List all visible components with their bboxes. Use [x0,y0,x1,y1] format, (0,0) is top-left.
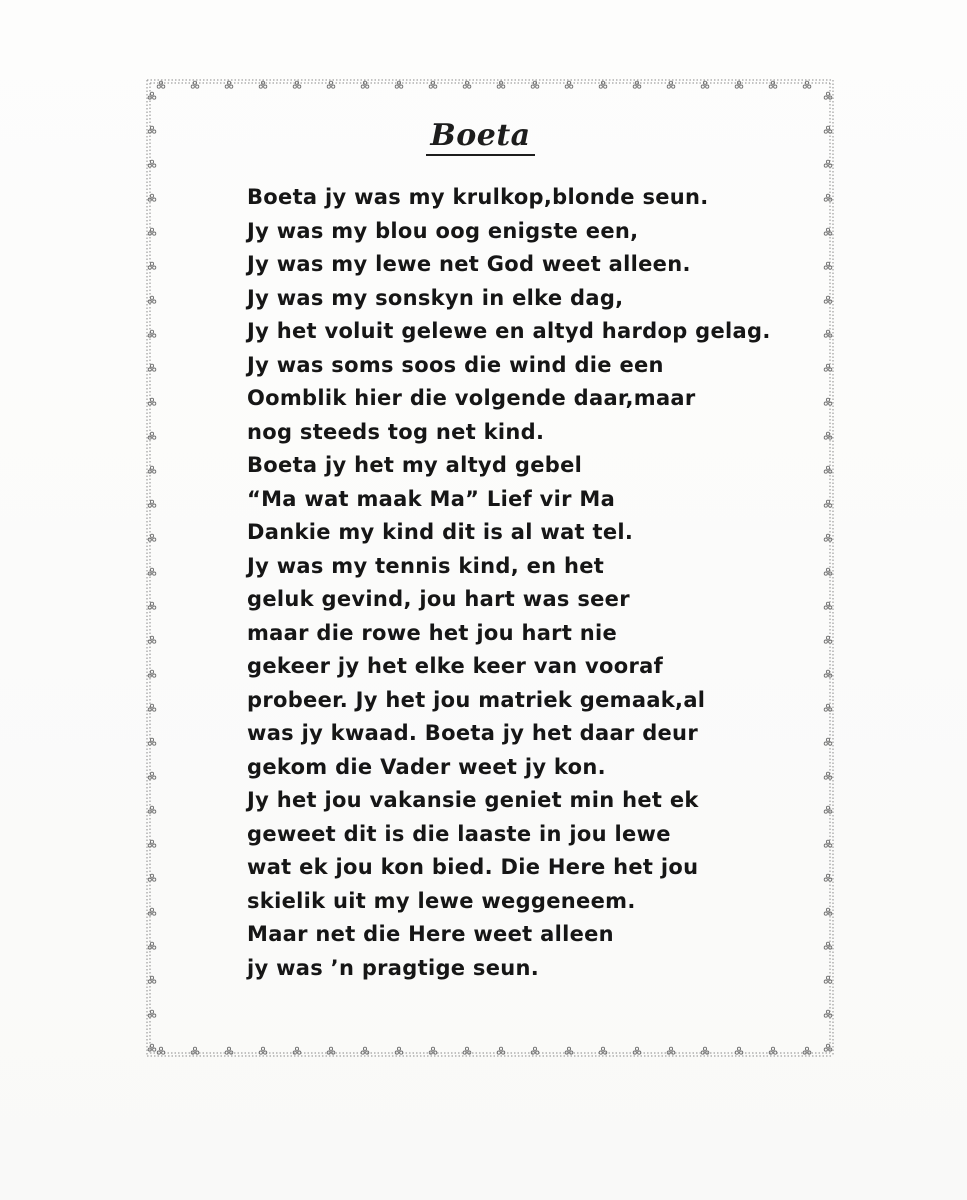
border-trefoil [148,976,156,983]
border-trefoil [148,432,156,439]
border-trefoil [633,81,641,88]
border-trefoil [148,1010,156,1017]
poem-line: Jy was my lewe net God weet alleen. [247,252,691,276]
border-trefoil [824,1044,832,1051]
border-trefoil [824,534,832,541]
poem-line: Oomblik hier die volgende daar,maar [247,386,696,410]
poem-line: maar die rowe het jou hart nie [247,620,618,645]
border-trefoil [531,81,539,88]
border-trefoil [599,81,607,88]
border-trefoil [824,160,832,167]
border-trefoil [824,602,832,609]
poem-line: Jy het jou vakansie geniet min het ek [247,788,699,812]
border-trefoil [148,602,156,609]
border-trefoil [824,704,832,711]
border-trefoil [395,81,403,88]
border-trefoil [824,296,832,303]
border-trefoil [824,500,832,507]
border-trefoil [735,81,743,88]
border-trefoil [148,194,156,201]
border-trefoil [824,228,832,235]
border-trefoil [824,772,832,779]
poem-line: Boeta jy was my krulkop,blonde seun. [247,185,709,209]
border-trefoil [824,636,832,643]
border-trefoil [148,704,156,711]
poem-line: nog steeds tog net kind. [247,419,545,444]
border-trefoil [148,228,156,235]
border-trefoil [148,160,156,167]
border-trefoil [293,81,301,88]
border-trefoil [824,874,832,881]
poem-line: Maar net die Here weet alleen [247,922,614,946]
border-trefoil [148,92,156,99]
poem-line: jy was ’n pragtige seun. [247,955,540,980]
border-trefoil [824,330,832,337]
poem-line: Jy het voluit gelewe en altyd hardop gelag. [247,319,771,343]
border-trefoil [148,262,156,269]
border-trefoil [824,670,832,677]
border-trefoil [148,568,156,575]
border-trefoil [824,398,832,405]
border-trefoil [148,636,156,643]
border-trefoil [148,806,156,813]
border-trefoil [148,500,156,507]
poem-line: Boeta jy het my altyd gebel [247,453,583,477]
border-trefoil [701,81,709,88]
border-trefoil [148,466,156,473]
poem-line: Jy was my tennis kind, en het [247,553,605,578]
border-trefoil [824,908,832,915]
poem-body [247,181,807,985]
poem-line: was jy kwaad. Boeta jy het daar deur [247,721,698,745]
border-trefoil [148,840,156,847]
border-trefoil [463,81,471,88]
border-trefoil [824,976,832,983]
border-trefoil [824,840,832,847]
border-trefoil [148,772,156,779]
border-trefoil [148,670,156,677]
poem-line: geluk gevind, jou hart was seer [247,587,630,611]
border-trefoil [497,81,505,88]
border-trefoil [565,81,573,88]
border-trefoil [803,81,811,88]
border-trefoil [148,330,156,337]
poem-title: Boeta [426,120,534,156]
border-trefoil [824,806,832,813]
poem-line: Dankie my kind dit is al wat tel. [247,520,634,544]
border-trefoil [824,194,832,201]
poem-line: gekom die Vader weet jy kon. [247,754,606,779]
poem-line: Jy was my blou oog enigste een, [247,218,639,243]
border-trefoil [824,262,832,269]
border-trefoil [667,81,675,88]
border-trefoil [157,81,165,88]
border-trefoil [148,738,156,745]
border-trefoil [429,81,437,88]
border-trefoil [225,81,233,88]
border-trefoil [824,738,832,745]
poem-line: geweet dit is die laaste in jou lewe [247,821,671,846]
poem-title-block [0,118,967,156]
border-trefoil [824,942,832,949]
border-trefoil [824,466,832,473]
border-trefoil [148,942,156,949]
border-trefoil [148,874,156,881]
border-trefoil [191,81,199,88]
poem-line: skielik uit my lewe weggeneem. [247,888,636,913]
poem-line: Jy was soms soos die wind die een [247,352,664,377]
poem-line: probeer. Jy het jou matriek gemaak,al [247,687,706,712]
border-trefoil [769,81,777,88]
border-trefoil [327,1047,335,1054]
border-trefoil [361,81,369,88]
border-trefoil [148,364,156,371]
border-trefoil [148,398,156,405]
border-trefoil [565,1047,573,1054]
border-trefoil [824,568,832,575]
border-trefoil [824,364,832,371]
poem-line: gekeer jy het elke keer van vooraf [247,654,664,678]
border-trefoil [148,1044,156,1051]
border-trefoil [259,81,267,88]
poem-line: wat ek jou kon bied. Die Here het jou [247,855,699,879]
border-trefoil [824,432,832,439]
border-trefoil [803,1047,811,1054]
border-trefoil [148,534,156,541]
border-trefoil [148,296,156,303]
border-trefoil [327,81,335,88]
poem-line: Jy was my sonskyn in elke dag, [247,285,624,310]
border-trefoil [824,92,832,99]
border-trefoil [824,1010,832,1017]
poem-line: “Ma wat maak Ma” Lief vir Ma [247,486,616,511]
border-trefoil [148,908,156,915]
